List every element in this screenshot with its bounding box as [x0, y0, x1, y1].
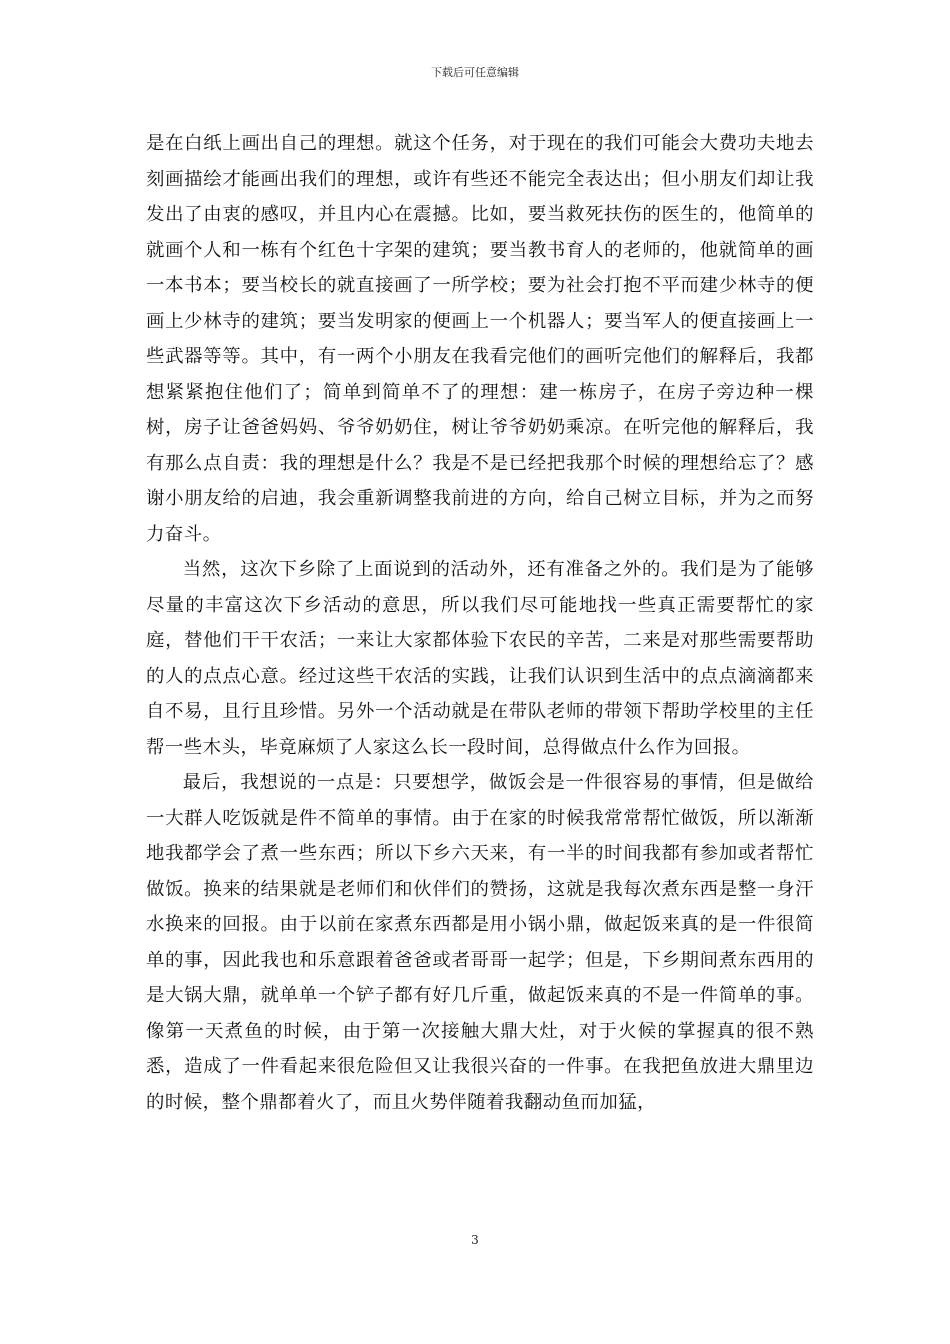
paragraph-1: 是在白纸上画出自己的理想。就这个任务，对于现在的我们可能会大费功夫地去刻画描绘才能画出我们的理想，或许有些还不能完全表达出；但小朋友们却让我发出了由衷的感叹，并且内心在震撼。比如，要当救死扶伤的医生的，他简单的就画个人和一栋有个红色十字架的建筑；要当教书育人的老师的，他就简单的画一本书本；要当校长的就直接画了一所学校；要为社会打抱不平而建少林寺的便画上少林寺的建筑；要当发明家的便画上一个机器人；要当军人的便直接画上一些武器等等。其中，有一两个小朋友在我看完他们的画听完他们的解释后，我都想紧紧抱住他们了；简单到简单不了的理想：建一栋房子，在房子旁边种一棵树，房子让爸爸妈妈、爷爷奶奶住，树让爷爷奶奶乘凉。在听完他的解释后，我有那么点自责：我的理想是什么？我是不是已经把我那个时候的理想给忘了？感谢小朋友给的启迪，我会重新调整我前进的方向，给自己树立目标，并为之而努力奋斗。 — [146, 133, 814, 545]
paragraph-2: 当然，这次下乡除了上面说到的活动外，还有准备之外的。我们是为了能够尽量的丰富这次下乡活动的意思，所以我们尽可能地找一些真正需要帮忙的家庭，替他们干干农活；一来让大家都体验下农民的辛苦，二来是对那些需要帮助的人的点点心意。经过这些干农活的实践，让我们认识到生活中的点点滴滴都来自不易，且行且珍惜。另外一个活动就是在带队老师的带领下帮助学校里的主任帮一些木头，毕竟麻烦了人家这么长一段时间，总得做点什么作为回报。 — [146, 559, 814, 758]
page-header: 下载后可任意编辑 — [431, 66, 519, 79]
page-number: 3 — [471, 1233, 479, 1247]
document-body — [146, 126, 814, 1120]
paragraph-3: 最后，我想说的一点是：只要想学，做饭会是一件很容易的事情，但是做给一大群人吃饭就是件不简单的事情。由于在家的时候我常常帮忙做饭，所以渐渐地我都学会了煮一些东西；所以下乡六天来，有一半的时间我都有参加或者帮忙做饭。换来的结果就是老师们和伙伴们的赞扬，这就是我每次煮东西是整一身汗水换来的回报。由于以前在家煮东西都是用小锅小鼎，做起饭来真的是一件很简单的事，因此我也和乐意跟着爸爸或者哥哥一起学；但是，下乡期间煮东西用的是大锅大鼎，就单单一个铲子都有好几斤重，做起饭来真的不是一件简单的事。像第一天煮鱼的时候，由于第一次接触大鼎大灶，对于火候的掌握真的很不熟悉，造成了一件看起来很危险但又让我很兴奋的一件事。在我把鱼放进大鼎里边的时候，整个鼎都着火了，而且火势伴随着我翻动鱼而加猛， — [146, 772, 814, 1113]
